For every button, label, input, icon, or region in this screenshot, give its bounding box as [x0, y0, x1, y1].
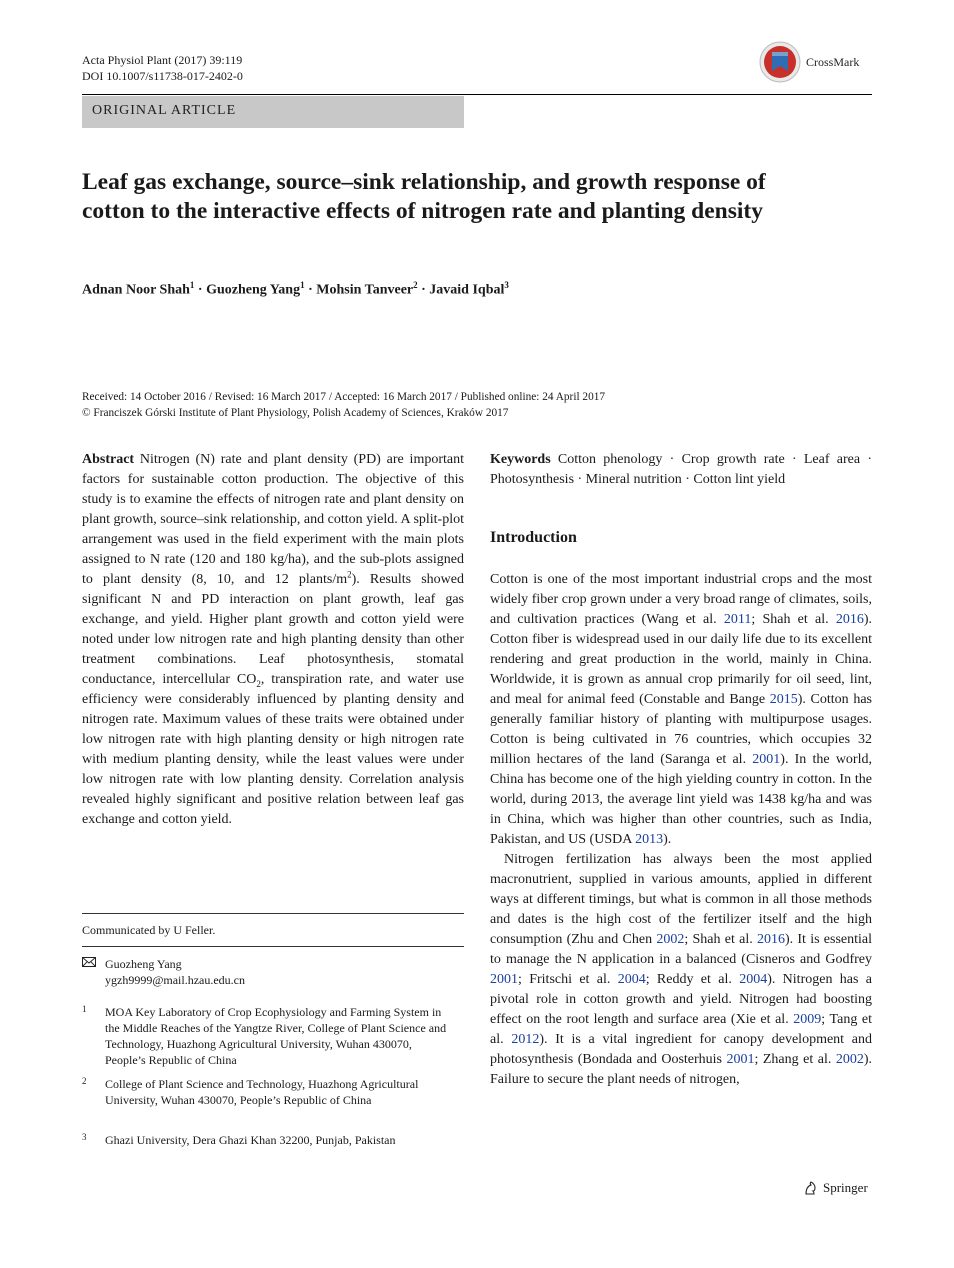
text-run: ). In the world, China has become one of the high yielding country in cotton. In the world, during 2013, the average lint yield was 1438 kg/ha and was in China, which was higher than other countries, such as India, Pakistan, and US (USDA	[490, 752, 872, 847]
citation-link[interactable]: 2002	[835, 1052, 864, 1067]
citation-link[interactable]: 2013	[635, 832, 664, 847]
article-type-label: ORIGINAL ARTICLE	[92, 103, 237, 118]
journal-info	[82, 52, 243, 84]
doi[interactable]: DOI 10.1007/s11738-017-2402-0	[82, 69, 243, 83]
author-name[interactable]: Mohsin Tanveer	[316, 282, 414, 298]
envelope-icon	[82, 956, 96, 968]
abstract	[82, 450, 464, 830]
affiliation-number: 1	[82, 1004, 87, 1014]
text-run: ). Cotton fiber is widespread used in our daily life due to its excellent rendering and great production in the world, mainly in China. Worldwide, it is grown as annual crop primarily for oil seed, lint, and meal for animal feed (Constable and Bange	[490, 612, 872, 707]
text-run: , transpiration rate, and water use efficiency were considerably influenced by planting density and nitrogen rate. Maximum values of these traits were obtained under low nitrogen rate with high planting density or high nitrogen rate with medium planting density, while the least values were under low nitrogen rate with low planting density. Correlation analysis revealed highly significant and positive relation between leaf gas exchange and cotton yield.	[82, 672, 464, 827]
text-run: ). Cotton has generally familiar history of planting with multipurpose usages. Cotton is being cultivated in 76 countries, which occupies 32 million hectares of the land (Saranga et al.	[490, 692, 872, 767]
text-run: ). Nitrogen has a pivotal role in cotton growth and yield. Nitrogen had boosting effect on the root length and surface area (Xie et al.	[490, 972, 872, 1027]
citation-link[interactable]: 2016	[756, 932, 785, 947]
keywords-list: Cotton phenology · Crop growth rate · Leaf area · Photosynthesis · Mineral nutrition · Cotton lint yield	[490, 452, 872, 487]
author-affiliation-mark: 3	[504, 280, 509, 290]
publisher-logo	[803, 1180, 868, 1196]
text-run: ; Reddy et al.	[645, 972, 740, 987]
introduction-body	[490, 570, 872, 1090]
author-affiliation-mark: 1	[189, 280, 195, 290]
footnote-rule	[82, 913, 464, 914]
citation-link[interactable]: 2002	[656, 932, 685, 947]
header-rule	[82, 94, 872, 95]
text-run: Nitrogen (N) rate and plant density (PD) are important factors for sustainable cotton production. The objective of this study is to examine the effects of nitrogen rate and plant density on plant growth, source–sink relationship, and cotton yield. A split-plot arrangement was used in the field experiment with the main plots assigned to N rate (120 and 180 kg/ha), and the sub-plots assigned to plant density (8, 10, and 12 plants/m	[82, 452, 464, 587]
crossmark-badge[interactable]	[758, 40, 859, 84]
author-affiliation-mark: 1	[300, 280, 305, 290]
subscript: 2	[256, 678, 261, 689]
corresponding-name: Guozheng Yang	[105, 957, 182, 971]
crossmark-logo-icon	[758, 40, 802, 84]
citation-link[interactable]: 2011	[723, 612, 752, 627]
author-separator: ·	[417, 282, 430, 298]
superscript: 2	[347, 569, 352, 580]
author-affiliation-mark: 2	[413, 280, 418, 290]
author-separator: ·	[304, 282, 317, 298]
history-dates: Received: 14 October 2016 / Revised: 16 March 2017 / Accepted: 16 March 2017 / Published online: 24 April 2017	[82, 391, 606, 403]
citation-link[interactable]: 2001	[752, 752, 781, 767]
introduction-heading: Introduction	[490, 529, 577, 546]
text-run: ). Failure to secure the plant needs of nitrogen,	[490, 1052, 872, 1087]
text-run: ; Shah et al.	[684, 932, 757, 947]
springer-horse-icon	[803, 1180, 819, 1196]
footnote-rule-2	[82, 946, 464, 947]
corresponding-email[interactable]: ygzh9999@mail.hzau.edu.cn	[105, 973, 246, 987]
affiliation-text: MOA Key Laboratory of Crop Ecophysiology and Farming System in the Middle Reaches of the Yangtze River, College of Plant Science and Technology, Huazhong Agricultural University, Wuhan 430070, People’s Republic of China	[105, 1005, 447, 1067]
citation-link[interactable]: 2004	[739, 972, 768, 987]
publication-history	[82, 389, 605, 421]
introduction-paragraph	[490, 850, 872, 1090]
text-run: ; Tang et al.	[490, 1012, 873, 1047]
author-list	[82, 280, 509, 299]
abstract-heading: Abstract	[82, 452, 135, 467]
journal-citation: Acta Physiol Plant (2017) 39:119	[82, 53, 243, 67]
citation-link[interactable]: 2012	[511, 1032, 540, 1047]
citation-link[interactable]: 2009	[793, 1012, 822, 1027]
affiliation-text: Ghazi University, Dera Ghazi Khan 32200, Punjab, Pakistan	[105, 1133, 396, 1147]
text-run: Cotton is one of the most important industrial crops and the most widely fiber crop grown under a very broad range of climates, soils, and cultivation practices (Wang et al.	[490, 572, 872, 627]
citation-link[interactable]: 2004	[617, 972, 646, 987]
text-run: ; Shah et al.	[751, 612, 836, 627]
text-run: ). It is a vital ingredient for canopy development and photosynthesis (Bondada and Oosterhuis	[490, 1032, 872, 1067]
affiliation-text: College of Plant Science and Technology, Huazhong Agricultural University, Wuhan 430070, People’s Republic of China	[105, 1077, 419, 1107]
text-run: ).	[663, 832, 672, 847]
keywords	[490, 450, 872, 490]
affiliation-number: 2	[82, 1076, 87, 1086]
citation-link[interactable]: 2001	[490, 972, 518, 987]
text-run: ). Results showed significant N and PD interaction on plant growth, leaf gas exchange, and yield. Higher plant growth and cotton yield were noted under low nitrogen rate and high planting density than other treatment combinations. Leaf photosynthesis, stomatal conductance, intercellular CO	[82, 572, 465, 687]
article-type-banner	[82, 96, 464, 128]
keywords-text	[490, 450, 872, 490]
author-name[interactable]: Guozheng Yang	[206, 282, 301, 298]
copyright-line: © Franciszek Górski Institute of Plant Physiology, Polish Academy of Sciences, Kraków 2017	[82, 407, 509, 419]
introduction-paragraph	[490, 570, 872, 850]
author-separator: ·	[194, 282, 207, 298]
citation-link[interactable]: 2015	[769, 692, 798, 707]
affiliation-number: 3	[82, 1132, 87, 1142]
text-run: ; Zhang et al.	[754, 1052, 836, 1067]
author-name[interactable]: Adnan Noor Shah	[82, 282, 190, 298]
keywords-heading: Keywords	[490, 452, 551, 467]
communicated-by: Communicated by U Feller.	[82, 923, 216, 937]
text-run: ; Fritschi et al.	[518, 972, 618, 987]
article-title: Leaf gas exchange, source–sink relationship, and growth response of cotton to the interactive effects of nitrogen rate and planting density	[82, 169, 766, 224]
text-run: Nitrogen fertilization has always been the most applied macronutrient, supplied in various amounts, applied in different ways at different timings, but what is common in all those methods and dates is the high cost of the fertilizer itself and the high consumption (Zhu and Chen	[490, 852, 872, 947]
text-run: ). It is essential to manage the N application in a balanced (Cisneros and Godfrey	[490, 932, 872, 967]
author-name[interactable]: Javaid Iqbal	[429, 282, 505, 298]
publisher-name: Springer	[823, 1180, 868, 1195]
crossmark-label: CrossMark	[806, 54, 860, 69]
citation-link[interactable]: 2016	[835, 612, 864, 627]
citation-link[interactable]: 2001	[726, 1052, 755, 1067]
abstract-text	[82, 450, 464, 830]
